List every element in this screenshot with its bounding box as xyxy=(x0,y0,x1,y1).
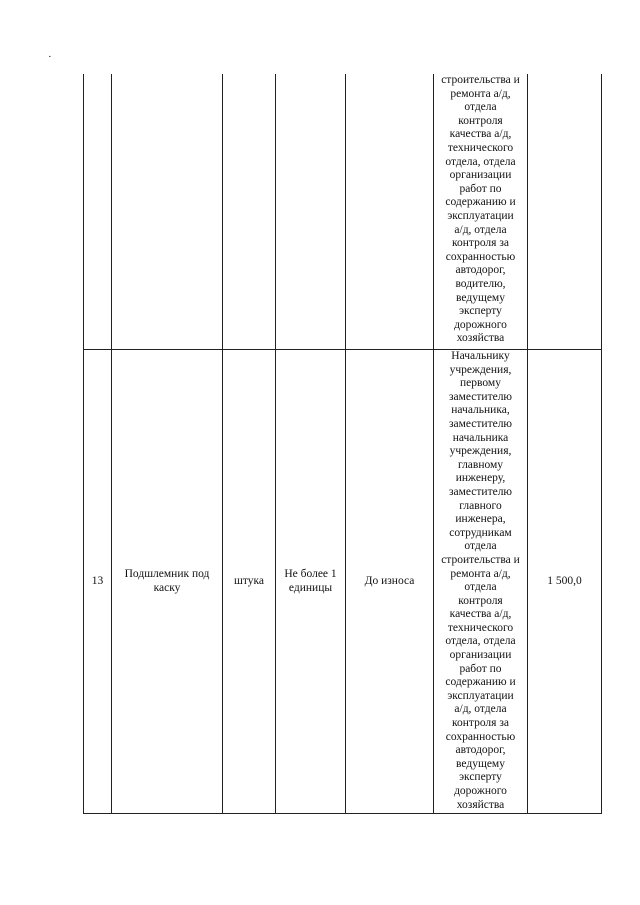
norms-table xyxy=(83,74,602,814)
cell-item-name xyxy=(112,74,223,350)
cell-number: 13 xyxy=(84,350,112,814)
cell-price xyxy=(528,74,602,350)
cell-unit xyxy=(223,74,276,350)
table-row-continued xyxy=(84,74,602,350)
cell-number xyxy=(84,74,112,350)
cell-recipients: Начальнику учреждения, первому заместителю начальника, заместителю начальника учреждения, главному инженеру, заместителю главного инженера, сотрудникам отдела строительства и ремонта а/д, отдела контроля качества а/д, технического отдела, отдела организации работ по содержанию и эксплуатации а/д, отдела контроля за сохранностью автодорог, ведущему эксперту дорожного хозяйства xyxy=(434,350,528,814)
page-mark: · xyxy=(48,51,52,63)
cell-item-name: Подшлемник под каску xyxy=(112,350,223,814)
cell-quantity: Не более 1 единицы xyxy=(276,350,346,814)
cell-quantity xyxy=(276,74,346,350)
cell-price: 1 500,0 xyxy=(528,350,602,814)
cell-term: До износа xyxy=(346,350,434,814)
table-row-13 xyxy=(84,350,602,814)
cell-recipients: строительства и ремонта а/д, отдела контроля качества а/д, технического отдела, отдела организации работ по содержанию и эксплуатации а/д, отдела контроля за сохранностью автодорог, водителю, ведущему эксперту дорожного хозяйства xyxy=(434,74,528,350)
cell-term xyxy=(346,74,434,350)
cell-unit: штука xyxy=(223,350,276,814)
